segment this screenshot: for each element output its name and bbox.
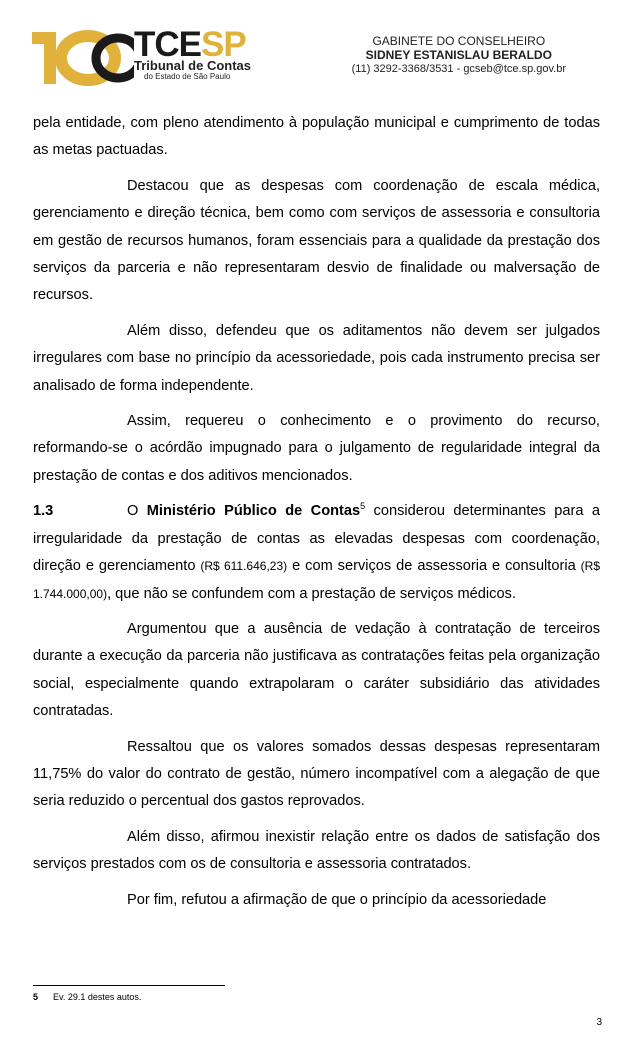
paragraph-1: pela entidade, com pleno atendimento à população municipal e cumprimento de todas as metas pactuadas. xyxy=(33,115,600,159)
amount-2: (R$ 1.744.000,00) xyxy=(33,559,600,601)
logo-100-mark-icon xyxy=(30,28,134,86)
paragraph-2: Destacou que as despesas com coordenação de escala médica, gerenciamento e direção técnica, bem como com serviços de assessoria e consultoria em gestão de recursos humanos, foram essenciais para a qualidade da prestação dos serviços da parceria e não representaram desvio de finalidade ou malversação de recursos. xyxy=(33,177,600,304)
paragraph-9: Por fim, refutou a afirmação de que o princípio da acessoriedade xyxy=(127,891,547,908)
office-info xyxy=(352,34,566,76)
paragraph-8: Além disso, afirmou inexistir relação entre os dados de satisfação dos serviços prestados com os de consultoria e assessoria contratados. xyxy=(33,828,600,873)
paragraph-3: Além disso, defendeu que os aditamentos não devem ser julgados irregulares com base no princípio da acessoriedade, pois cada instrumento precisa ser analisado de forma independente. xyxy=(33,322,600,394)
logo-brand: TCESP xyxy=(134,25,246,64)
amount-1: (R$ 611.646,23) xyxy=(200,559,288,574)
paragraph-7: Ressaltou que os valores somados dessas despesas representaram 11,75% do valor do contrato de gestão, número incompatível com a alegação de que seria reduzido o percentual dos gastos reprovados. xyxy=(33,738,600,810)
footnote-number: 5 xyxy=(33,992,39,1002)
footnote-ref: 5 xyxy=(360,501,366,512)
logo-subtitle: Tribunal de Contas xyxy=(134,58,252,73)
page-header xyxy=(0,0,642,100)
tce-logo xyxy=(30,25,270,88)
paragraph-4: Assim, requereu o conhecimento e o provimento do recurso, reformando-se o acórdão impugnado para o julgamento de regularidade integral da prestação de contas e dos aditivos mencionados. xyxy=(33,413,600,484)
office-contact: (11) 3292-3368/3531 - gcseb@tce.sp.gov.br xyxy=(351,63,566,75)
section-number: 1.3 xyxy=(33,503,54,520)
footnote xyxy=(33,992,141,1002)
page-number: 3 xyxy=(596,1017,602,1028)
paragraph-6: Argumentou que a ausência de vedação à contratação de terceiros durante a execução da parceria não justificava as contratações feitas pela organização social, especialmente quando extrapolaram o caráter subsidiário das atividades contratadas. xyxy=(33,620,600,720)
footnote-divider xyxy=(33,985,225,986)
footnote-text: Ev. 29.1 destes autos. xyxy=(53,992,142,1002)
office-name: SIDNEY ESTANISLAU BERALDO xyxy=(365,48,552,62)
section-subject: Ministério Público de Contas xyxy=(146,503,361,520)
document-body xyxy=(33,110,600,922)
office-title: GABINETE DO CONSELHEIRO xyxy=(372,34,546,48)
logo-subtitle-2: do Estado de São Paulo xyxy=(144,72,231,81)
section-1-3: 1.3 O Ministério Público de Contas$^5$ considerou determinantes para a irregularidade da prestação de contas as elevadas despesas com coordenação, direção e gerenciamento (R$ 611.646,23) e com serviços de assessoria e consultoria (R$ 1.744.000,00), que não se confundem com a prestação de serviços médicos. xyxy=(33,498,600,608)
